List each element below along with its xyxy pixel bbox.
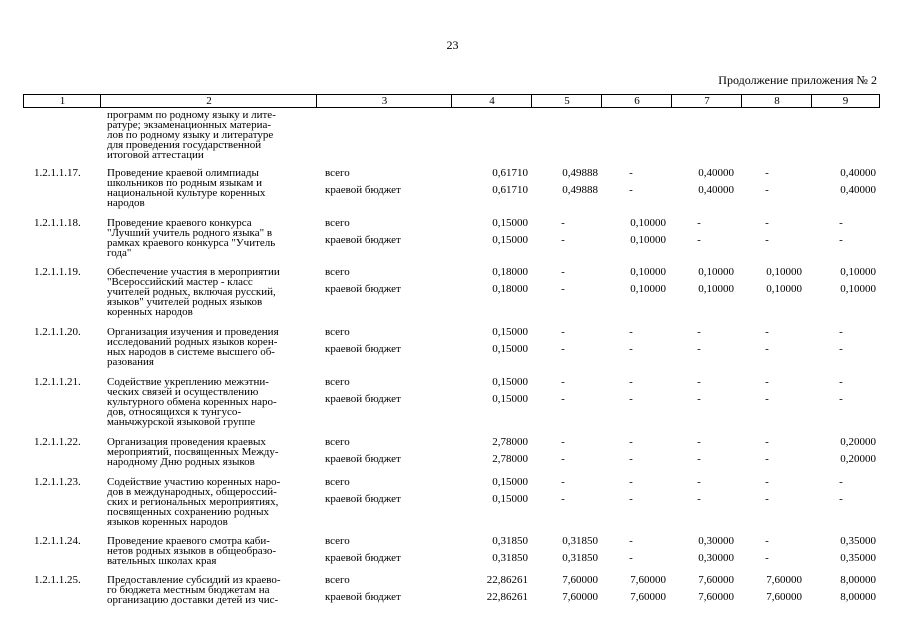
value-cell: - (629, 436, 633, 448)
text-line: Содействие укреплению межэтни- (107, 376, 269, 388)
value-cell: - (839, 217, 843, 229)
value-cell: - (697, 453, 701, 465)
header-divider (451, 95, 452, 107)
value-cell: 7,60000 (698, 574, 734, 586)
funding-source: краевой бюджет (325, 184, 401, 196)
header-divider (601, 95, 602, 107)
funding-source: всего (325, 217, 350, 229)
funding-source: всего (325, 476, 350, 488)
row-description (107, 575, 317, 605)
row-description (107, 327, 317, 367)
value-cell: 0,18000 (492, 283, 528, 295)
text-line: Проведение краевой олимпиады (107, 167, 259, 179)
value-cell: - (561, 343, 565, 355)
text-line: исследований родных языков корен- (107, 336, 278, 348)
value-cell: - (629, 493, 633, 505)
row-number: 1.2.1.1.22. (34, 436, 81, 448)
carryover-text (107, 110, 317, 160)
funding-source: краевой бюджет (325, 591, 401, 603)
row-description (107, 477, 317, 527)
value-cell: - (561, 376, 565, 388)
value-cell: - (765, 552, 769, 564)
value-cell: - (765, 234, 769, 246)
funding-source: краевой бюджет (325, 343, 401, 355)
text-line: Обеспечение участия в мероприятии (107, 266, 280, 278)
value-cell: - (765, 376, 769, 388)
value-cell: - (697, 436, 701, 448)
value-cell: 7,60000 (766, 591, 802, 603)
continuation-label: Продолжение приложения № 2 (718, 73, 877, 87)
funding-source: всего (325, 326, 350, 338)
funding-source: всего (325, 376, 350, 388)
value-cell: - (561, 283, 565, 295)
value-cell: - (765, 436, 769, 448)
header-divider (811, 95, 812, 107)
value-cell: - (839, 343, 843, 355)
value-cell: - (561, 326, 565, 338)
value-cell: 7,60000 (562, 591, 598, 603)
text-line: дов в международных, общероссий- (107, 486, 277, 498)
value-cell: - (629, 343, 633, 355)
funding-source: краевой бюджет (325, 283, 401, 295)
value-cell: 0,10000 (630, 217, 666, 229)
header-divider (316, 95, 317, 107)
text-line: дов, относящихся к тунгусо- (107, 406, 241, 418)
value-cell: - (765, 326, 769, 338)
value-cell: 0,15000 (492, 234, 528, 246)
text-line: коренных народов (107, 306, 193, 318)
text-line: Содействие участию коренных наро- (107, 476, 281, 488)
funding-source: краевой бюджет (325, 234, 401, 246)
row-description (107, 267, 317, 317)
text-line: народов (107, 197, 145, 209)
table-header (23, 94, 880, 108)
value-cell: - (629, 376, 633, 388)
value-cell: - (839, 393, 843, 405)
text-line: разования (107, 356, 154, 368)
page-number: 23 (446, 38, 459, 52)
header-col-9: 9 (842, 95, 849, 107)
value-cell: 2,78000 (492, 453, 528, 465)
text-line: учителей родных, включая русский, (107, 286, 276, 298)
text-line: Организация проведения краевых (107, 436, 266, 448)
header-col-3: 3 (381, 95, 388, 107)
header-col-4: 4 (489, 95, 495, 107)
value-cell: 0,40000 (840, 167, 876, 179)
value-cell: 0,49888 (562, 184, 598, 196)
value-cell: 0,31850 (562, 552, 598, 564)
value-cell: - (561, 217, 565, 229)
value-cell: 0,35000 (840, 535, 876, 547)
value-cell: 7,60000 (766, 574, 802, 586)
header-divider (741, 95, 742, 107)
text-line: ратуре; экзаменационных материа- (107, 119, 272, 131)
row-description (107, 437, 317, 467)
value-cell: 0,49888 (562, 167, 598, 179)
value-cell: - (561, 476, 565, 488)
value-cell: 0,61710 (492, 184, 528, 196)
value-cell: - (629, 326, 633, 338)
header-col-7: 7 (704, 95, 710, 107)
value-cell: 0,31850 (492, 535, 528, 547)
funding-source: краевой бюджет (325, 552, 401, 564)
value-cell: 2,78000 (492, 436, 528, 448)
text-line: маньчжурской языковой группе (107, 416, 256, 428)
value-cell: - (697, 326, 701, 338)
text-line: вательных школах края (107, 555, 217, 567)
row-description (107, 377, 317, 427)
header-col-2: 2 (206, 95, 212, 107)
row-number: 1.2.1.1.20. (34, 326, 81, 338)
value-cell: 7,60000 (698, 591, 734, 603)
value-cell: - (697, 234, 701, 246)
value-cell: - (765, 184, 769, 196)
value-cell: 0,30000 (698, 535, 734, 547)
text-line: мероприятий, посвященных Между- (107, 446, 279, 458)
text-line: посвященных сохранению родных (107, 506, 269, 518)
text-line: народному Дню родных языков (107, 456, 255, 468)
value-cell: - (839, 376, 843, 388)
header-divider (100, 95, 101, 107)
text-line: языков коренных народов (107, 516, 228, 528)
value-cell: 0,15000 (492, 393, 528, 405)
value-cell: 7,60000 (630, 574, 666, 586)
value-cell: - (561, 234, 565, 246)
row-number: 1.2.1.1.21. (34, 376, 81, 388)
value-cell: - (765, 343, 769, 355)
value-cell: 8,00000 (840, 591, 876, 603)
text-line: Организация изучения и проведения (107, 326, 279, 338)
value-cell: 0,15000 (492, 217, 528, 229)
text-line: для проведения государственной (107, 139, 262, 151)
row-number: 1.2.1.1.23. (34, 476, 81, 488)
value-cell: 0,40000 (698, 184, 734, 196)
text-line: программ по родному языку и лите- (107, 109, 276, 121)
value-cell: - (765, 167, 769, 179)
value-cell: - (697, 343, 701, 355)
value-cell: - (697, 476, 701, 488)
value-cell: - (561, 266, 565, 278)
value-cell: 0,15000 (492, 493, 528, 505)
funding-source: всего (325, 167, 350, 179)
value-cell: - (697, 493, 701, 505)
value-cell: 0,40000 (698, 167, 734, 179)
value-cell: - (561, 453, 565, 465)
value-cell: 0,15000 (492, 343, 528, 355)
row-description (107, 218, 317, 258)
value-cell: 0,10000 (630, 283, 666, 295)
row-number: 1.2.1.1.17. (34, 167, 81, 179)
value-cell: 0,35000 (840, 552, 876, 564)
value-cell: - (765, 535, 769, 547)
value-cell: - (697, 376, 701, 388)
value-cell: - (839, 234, 843, 246)
funding-source: всего (325, 535, 350, 547)
value-cell: 0,10000 (840, 266, 876, 278)
value-cell: 0,31850 (492, 552, 528, 564)
funding-source: всего (325, 436, 350, 448)
text-line: ческих связей и осуществлению (107, 386, 259, 398)
value-cell: - (765, 217, 769, 229)
text-line: Проведение краевого конкурса (107, 217, 252, 229)
text-line: школьников по родным языкам и (107, 177, 262, 189)
text-line: ных народов в системе высшего об- (107, 346, 275, 358)
value-cell: 22,86261 (486, 574, 528, 586)
value-cell: - (765, 476, 769, 488)
text-line: года" (107, 247, 132, 259)
value-cell: - (561, 393, 565, 405)
value-cell: 0,61710 (492, 167, 528, 179)
value-cell: 0,10000 (630, 266, 666, 278)
header-col-6: 6 (634, 95, 640, 107)
text-line: нетов родных языков в общеобразо- (107, 545, 277, 557)
value-cell: 0,10000 (698, 283, 734, 295)
value-cell: 0,10000 (766, 283, 802, 295)
value-cell: 0,15000 (492, 376, 528, 388)
row-number: 1.2.1.1.19. (34, 266, 81, 278)
row-number: 1.2.1.1.25. (34, 574, 81, 586)
value-cell: - (629, 552, 633, 564)
value-cell: - (697, 217, 701, 229)
value-cell: - (629, 476, 633, 488)
text-line: культурного обмена коренных наро- (107, 396, 277, 408)
value-cell: 0,31850 (562, 535, 598, 547)
value-cell: 0,10000 (630, 234, 666, 246)
value-cell: - (629, 184, 633, 196)
value-cell: 0,20000 (840, 453, 876, 465)
value-cell: - (697, 393, 701, 405)
text-line: Предоставление субсидий из краево- (107, 574, 281, 586)
funding-source: краевой бюджет (325, 393, 401, 405)
text-line: рамках краевого конкурса "Учитель (107, 237, 276, 249)
funding-source: краевой бюджет (325, 453, 401, 465)
header-col-8: 8 (774, 95, 780, 107)
row-description (107, 168, 317, 208)
funding-source: краевой бюджет (325, 493, 401, 505)
value-cell: - (629, 393, 633, 405)
value-cell: - (839, 493, 843, 505)
value-cell: - (629, 535, 633, 547)
value-cell: - (561, 493, 565, 505)
text-line: Проведение краевого смотра каби- (107, 535, 270, 547)
value-cell: 0,10000 (840, 283, 876, 295)
value-cell: - (629, 453, 633, 465)
value-cell: 0,10000 (766, 266, 802, 278)
text-line: лов по родному языку и литературе (107, 129, 274, 141)
value-cell: 22,86261 (486, 591, 528, 603)
text-line: го бюджета местным бюджетам на (107, 584, 270, 596)
text-line: "Всероссийский мастер - класс (107, 276, 253, 288)
text-line: языков" учителей родных языков (107, 296, 263, 308)
value-cell: - (765, 453, 769, 465)
value-cell: 8,00000 (840, 574, 876, 586)
value-cell: 0,15000 (492, 476, 528, 488)
value-cell: 7,60000 (562, 574, 598, 586)
value-cell: 7,60000 (630, 591, 666, 603)
text-line: "Лучший учитель родного языка" в (107, 227, 273, 239)
text-line: итоговой аттестации (107, 149, 204, 161)
row-number: 1.2.1.1.18. (34, 217, 81, 229)
row-description (107, 536, 317, 566)
text-line: организацию доставки детей из чис- (107, 594, 279, 606)
funding-source: всего (325, 574, 350, 586)
value-cell: - (561, 436, 565, 448)
value-cell: - (765, 393, 769, 405)
value-cell: 0,10000 (698, 266, 734, 278)
value-cell: - (765, 493, 769, 505)
value-cell: - (629, 167, 633, 179)
funding-source: всего (325, 266, 350, 278)
row-number: 1.2.1.1.24. (34, 535, 81, 547)
value-cell: 0,15000 (492, 326, 528, 338)
header-divider (671, 95, 672, 107)
value-cell: - (839, 326, 843, 338)
value-cell: - (839, 476, 843, 488)
header-col-5: 5 (564, 95, 570, 107)
value-cell: 0,30000 (698, 552, 734, 564)
text-line: ских и региональных мероприятиях, (107, 496, 279, 508)
header-divider (531, 95, 532, 107)
header-col-1: 1 (59, 95, 66, 107)
value-cell: 0,18000 (492, 266, 528, 278)
text-line: национальной культуре коренных (107, 187, 266, 199)
value-cell: 0,40000 (840, 184, 876, 196)
value-cell: 0,20000 (840, 436, 876, 448)
